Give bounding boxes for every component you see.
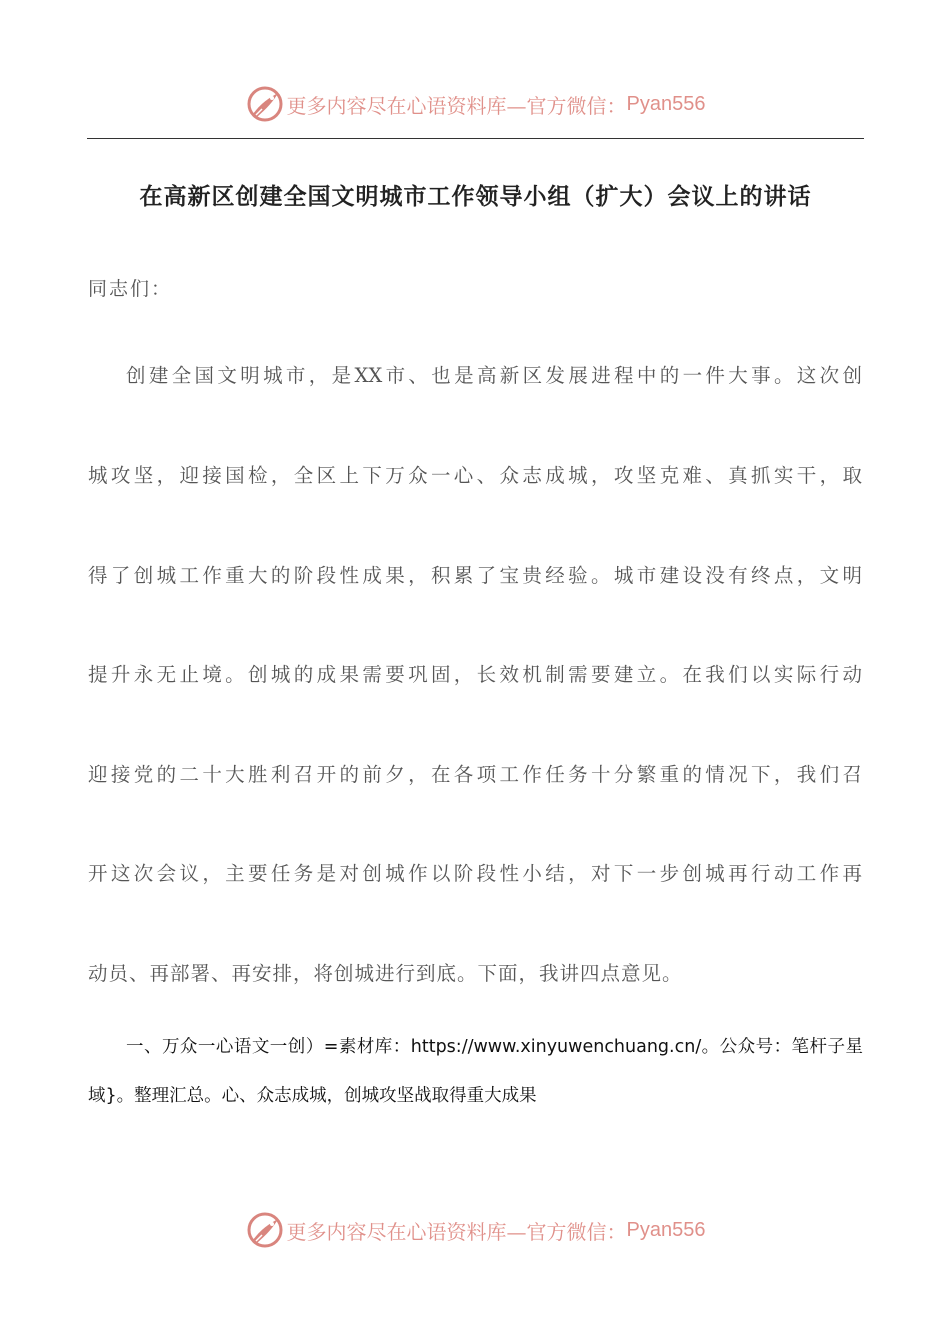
pen-nib-logo-icon xyxy=(245,1210,285,1250)
pen-nib-logo-icon xyxy=(245,84,285,124)
paragraph-line: 得了创城工作重大的阶段性成果，积累了宝贵经验。城市建设没有终点，文明 xyxy=(88,564,862,587)
section-heading-line: 域}。整理汇总。心、众志成城，创城攻坚战取得重大成果 xyxy=(88,1086,537,1106)
paragraph-line: 提升永无止境。创城的成果需要巩固，长效机制需要建立。在我们以实际行动 xyxy=(88,663,862,686)
banner-text: 更多内容尽在心语资料库—官方微信： xyxy=(286,1219,627,1244)
paragraph-line: 城攻坚，迎接国检，全区上下万众一心、众志成城，攻坚克难、真抓实干，取 xyxy=(88,464,862,487)
section-heading-line: 一、万众一心语文一创）=素材库：https://www.xinyuwenchuang.cn/。公众号：笔杆子星 xyxy=(126,1037,863,1057)
document-title: 在高新区创建全国文明城市工作领导小组（扩大）会议上的讲话 xyxy=(139,183,812,210)
paragraph-line: 迎接党的二十大胜利召开的前夕，在各项工作任务十分繁重的情况下，我们召 xyxy=(88,763,862,786)
header-banner xyxy=(0,82,950,126)
banner-wechat-id: Pyan556 xyxy=(626,1218,706,1241)
paragraph-line: 开这次会议，主要任务是对创城作以阶段性小结，对下一步创城再行动工作再 xyxy=(88,862,862,885)
salutation: 同志们： xyxy=(88,278,173,300)
header-divider xyxy=(87,138,864,139)
banner-wechat-id: Pyan556 xyxy=(626,92,706,115)
paragraph-line: 动员、再部署、再安排，将创城进行到底。下面，我讲四点意见。 xyxy=(88,962,683,985)
paragraph-line: 创建全国文明城市，是XX市、也是高新区发展进程中的一件大事。这次创 xyxy=(126,364,862,387)
footer-banner xyxy=(0,1208,950,1252)
banner-text: 更多内容尽在心语资料库—官方微信： xyxy=(286,93,627,118)
